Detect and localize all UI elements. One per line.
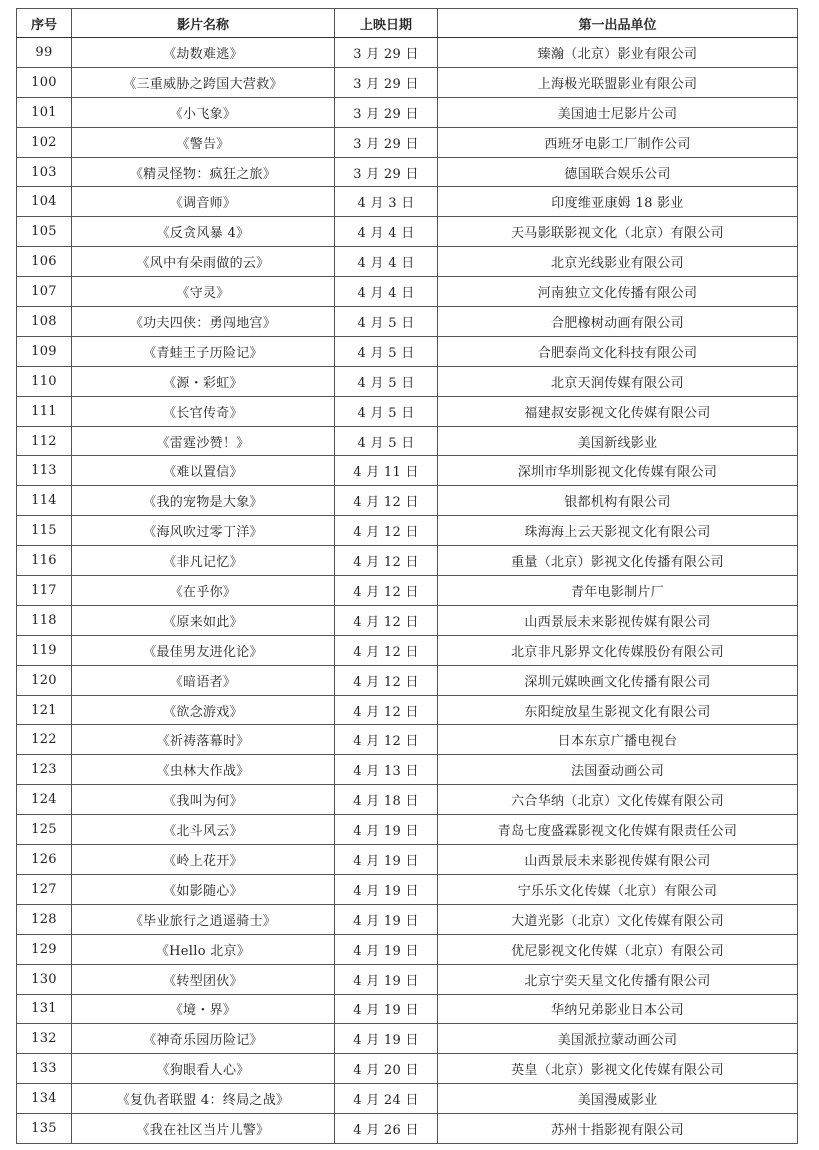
cell-producer: 深圳元媒映画文化传播有限公司 xyxy=(438,665,798,695)
table-row xyxy=(17,426,798,456)
table-row xyxy=(17,635,798,665)
table-row xyxy=(17,576,798,606)
cell-index: 101 xyxy=(17,97,72,127)
header-film-title: 影片名称 xyxy=(72,9,335,38)
cell-film-title: 《境・界》 xyxy=(72,994,335,1024)
table-row xyxy=(17,217,798,247)
cell-index: 121 xyxy=(17,695,72,725)
cell-film-title: 《毕业旅行之逍遥骑士》 xyxy=(72,904,335,934)
cell-release-date: 4 月 24 日 xyxy=(335,1084,438,1114)
cell-release-date: 4 月 19 日 xyxy=(335,904,438,934)
table-row xyxy=(17,904,798,934)
cell-index: 104 xyxy=(17,187,72,217)
cell-producer: 美国新线影业 xyxy=(438,426,798,456)
cell-producer: 德国联合娱乐公司 xyxy=(438,157,798,187)
cell-film-title: 《精灵怪物：疯狂之旅》 xyxy=(72,157,335,187)
table-row xyxy=(17,934,798,964)
cell-film-title: 《我的宠物是大象》 xyxy=(72,486,335,516)
cell-film-title: 《神奇乐园历险记》 xyxy=(72,1024,335,1054)
cell-index: 125 xyxy=(17,815,72,845)
cell-index: 103 xyxy=(17,157,72,187)
cell-index: 124 xyxy=(17,785,72,815)
cell-producer: 北京宁奕天星文化传播有限公司 xyxy=(438,964,798,994)
cell-producer: 西班牙电影工厂制作公司 xyxy=(438,127,798,157)
cell-film-title: 《原来如此》 xyxy=(72,605,335,635)
cell-release-date: 4 月 20 日 xyxy=(335,1054,438,1084)
cell-producer: 日本东京广播电视台 xyxy=(438,725,798,755)
cell-producer: 法国蚕动画公司 xyxy=(438,755,798,785)
cell-release-date: 4 月 12 日 xyxy=(335,725,438,755)
cell-release-date: 4 月 4 日 xyxy=(335,217,438,247)
cell-release-date: 4 月 12 日 xyxy=(335,546,438,576)
table-row xyxy=(17,456,798,486)
table-row xyxy=(17,815,798,845)
cell-index: 108 xyxy=(17,307,72,337)
cell-producer: 大道光影（北京）文化传媒有限公司 xyxy=(438,904,798,934)
cell-release-date: 4 月 5 日 xyxy=(335,426,438,456)
cell-release-date: 4 月 12 日 xyxy=(335,695,438,725)
cell-film-title: 《我在社区当片儿警》 xyxy=(72,1114,335,1144)
header-index: 序号 xyxy=(17,9,72,38)
cell-producer: 优尼影视文化传媒（北京）有限公司 xyxy=(438,934,798,964)
cell-index: 130 xyxy=(17,964,72,994)
document-page xyxy=(16,8,797,1144)
cell-film-title: 《调音师》 xyxy=(72,187,335,217)
cell-film-title: 《如影随心》 xyxy=(72,874,335,904)
cell-film-title: 《我叫为何》 xyxy=(72,785,335,815)
cell-index: 105 xyxy=(17,217,72,247)
cell-release-date: 4 月 5 日 xyxy=(335,307,438,337)
cell-release-date: 4 月 19 日 xyxy=(335,845,438,875)
cell-index: 116 xyxy=(17,546,72,576)
table-row xyxy=(17,157,798,187)
cell-index: 107 xyxy=(17,277,72,307)
table-row xyxy=(17,725,798,755)
cell-index: 118 xyxy=(17,605,72,635)
cell-producer: 宁乐乐文化传媒（北京）有限公司 xyxy=(438,874,798,904)
cell-producer: 北京非凡影界文化传媒股份有限公司 xyxy=(438,635,798,665)
cell-index: 113 xyxy=(17,456,72,486)
cell-index: 111 xyxy=(17,396,72,426)
table-row xyxy=(17,67,798,97)
cell-film-title: 《功夫四侠：勇闯地宫》 xyxy=(72,307,335,337)
cell-film-title: 《难以置信》 xyxy=(72,456,335,486)
cell-index: 109 xyxy=(17,336,72,366)
cell-release-date: 4 月 26 日 xyxy=(335,1114,438,1144)
cell-index: 99 xyxy=(17,38,72,68)
cell-producer: 华纳兄弟影业日本公司 xyxy=(438,994,798,1024)
cell-producer: 福建叔安影视文化传媒有限公司 xyxy=(438,396,798,426)
cell-index: 102 xyxy=(17,127,72,157)
cell-release-date: 3 月 29 日 xyxy=(335,157,438,187)
cell-film-title: 《暗语者》 xyxy=(72,665,335,695)
cell-index: 115 xyxy=(17,516,72,546)
table-row xyxy=(17,307,798,337)
cell-film-title: 《守灵》 xyxy=(72,277,335,307)
cell-film-title: 《警告》 xyxy=(72,127,335,157)
cell-film-title: 《小飞象》 xyxy=(72,97,335,127)
cell-release-date: 4 月 12 日 xyxy=(335,605,438,635)
table-row xyxy=(17,1084,798,1114)
cell-release-date: 4 月 19 日 xyxy=(335,994,438,1024)
cell-release-date: 4 月 12 日 xyxy=(335,486,438,516)
header-release-date: 上映日期 xyxy=(335,9,438,38)
table-header xyxy=(17,9,798,38)
cell-release-date: 4 月 19 日 xyxy=(335,1024,438,1054)
cell-release-date: 4 月 12 日 xyxy=(335,516,438,546)
cell-index: 127 xyxy=(17,874,72,904)
cell-producer: 北京天润传媒有限公司 xyxy=(438,366,798,396)
cell-index: 132 xyxy=(17,1024,72,1054)
cell-index: 131 xyxy=(17,994,72,1024)
cell-producer: 东阳绽放星生影视文化有限公司 xyxy=(438,695,798,725)
cell-producer: 天马影联影视文化（北京）有限公司 xyxy=(438,217,798,247)
cell-film-title: 《北斗风云》 xyxy=(72,815,335,845)
table-row xyxy=(17,396,798,426)
cell-producer: 银都机构有限公司 xyxy=(438,486,798,516)
cell-producer: 重量（北京）影视文化传播有限公司 xyxy=(438,546,798,576)
cell-producer: 合肥橡树动画有限公司 xyxy=(438,307,798,337)
table-row xyxy=(17,486,798,516)
table-row xyxy=(17,97,798,127)
cell-film-title: 《风中有朵雨做的云》 xyxy=(72,247,335,277)
cell-film-title: 《海风吹过零丁洋》 xyxy=(72,516,335,546)
cell-film-title: 《三重威胁之跨国大营救》 xyxy=(72,67,335,97)
cell-release-date: 4 月 12 日 xyxy=(335,635,438,665)
cell-producer: 青年电影制片厂 xyxy=(438,576,798,606)
cell-film-title: 《狗眼看人心》 xyxy=(72,1054,335,1084)
cell-release-date: 3 月 29 日 xyxy=(335,127,438,157)
cell-producer: 臻瀚（北京）影业有限公司 xyxy=(438,38,798,68)
cell-producer: 美国漫威影业 xyxy=(438,1084,798,1114)
cell-index: 122 xyxy=(17,725,72,755)
cell-release-date: 4 月 19 日 xyxy=(335,964,438,994)
table-row xyxy=(17,605,798,635)
table-row xyxy=(17,665,798,695)
cell-producer: 珠海海上云天影视文化有限公司 xyxy=(438,516,798,546)
cell-producer: 英皇（北京）影视文化传媒有限公司 xyxy=(438,1054,798,1084)
cell-release-date: 4 月 5 日 xyxy=(335,336,438,366)
cell-film-title: 《欲念游戏》 xyxy=(72,695,335,725)
cell-film-title: 《青蛙王子历险记》 xyxy=(72,336,335,366)
cell-film-title: 《转型团伙》 xyxy=(72,964,335,994)
table-row xyxy=(17,38,798,68)
cell-index: 114 xyxy=(17,486,72,516)
cell-film-title: 《劫数难逃》 xyxy=(72,38,335,68)
cell-release-date: 4 月 4 日 xyxy=(335,277,438,307)
cell-film-title: 《反贪风暴 4》 xyxy=(72,217,335,247)
cell-producer: 上海极光联盟影业有限公司 xyxy=(438,67,798,97)
cell-index: 126 xyxy=(17,845,72,875)
cell-producer: 深圳市华圳影视文化传媒有限公司 xyxy=(438,456,798,486)
cell-release-date: 4 月 5 日 xyxy=(335,396,438,426)
table-row xyxy=(17,366,798,396)
table-row xyxy=(17,964,798,994)
cell-index: 106 xyxy=(17,247,72,277)
table-row xyxy=(17,187,798,217)
cell-index: 112 xyxy=(17,426,72,456)
cell-producer: 山西景辰未来影视传媒有限公司 xyxy=(438,845,798,875)
cell-release-date: 3 月 29 日 xyxy=(335,67,438,97)
cell-index: 119 xyxy=(17,635,72,665)
cell-release-date: 4 月 11 日 xyxy=(335,456,438,486)
table-row xyxy=(17,516,798,546)
cell-release-date: 4 月 19 日 xyxy=(335,874,438,904)
cell-release-date: 4 月 19 日 xyxy=(335,934,438,964)
table-row xyxy=(17,785,798,815)
cell-release-date: 4 月 13 日 xyxy=(335,755,438,785)
cell-index: 133 xyxy=(17,1054,72,1084)
cell-film-title: 《源・彩虹》 xyxy=(72,366,335,396)
cell-release-date: 4 月 3 日 xyxy=(335,187,438,217)
cell-film-title: 《非凡记忆》 xyxy=(72,546,335,576)
cell-index: 134 xyxy=(17,1084,72,1114)
cell-release-date: 4 月 18 日 xyxy=(335,785,438,815)
cell-release-date: 3 月 29 日 xyxy=(335,97,438,127)
cell-film-title: 《岭上花开》 xyxy=(72,845,335,875)
table-row xyxy=(17,695,798,725)
cell-release-date: 3 月 29 日 xyxy=(335,38,438,68)
cell-producer: 印度维亚康姆 18 影业 xyxy=(438,187,798,217)
cell-index: 129 xyxy=(17,934,72,964)
table-row xyxy=(17,127,798,157)
table-row xyxy=(17,755,798,785)
cell-film-title: 《在乎你》 xyxy=(72,576,335,606)
cell-release-date: 4 月 5 日 xyxy=(335,366,438,396)
cell-film-title: 《复仇者联盟 4：终局之战》 xyxy=(72,1084,335,1114)
cell-producer: 合肥泰尚文化科技有限公司 xyxy=(438,336,798,366)
cell-producer: 六合华纳（北京）文化传媒有限公司 xyxy=(438,785,798,815)
cell-index: 117 xyxy=(17,576,72,606)
cell-index: 123 xyxy=(17,755,72,785)
cell-producer: 山西景辰未来影视传媒有限公司 xyxy=(438,605,798,635)
cell-film-title: 《Hello 北京》 xyxy=(72,934,335,964)
cell-index: 120 xyxy=(17,665,72,695)
cell-release-date: 4 月 19 日 xyxy=(335,815,438,845)
cell-producer: 苏州十指影视有限公司 xyxy=(438,1114,798,1144)
cell-film-title: 《虫林大作战》 xyxy=(72,755,335,785)
cell-producer: 美国派拉蒙动画公司 xyxy=(438,1024,798,1054)
table-row xyxy=(17,1024,798,1054)
table-row xyxy=(17,1114,798,1144)
cell-producer: 北京光线影业有限公司 xyxy=(438,247,798,277)
header-row xyxy=(17,9,798,38)
cell-producer: 河南独立文化传播有限公司 xyxy=(438,277,798,307)
table-row xyxy=(17,994,798,1024)
cell-producer: 青岛七度盛霖影视文化传媒有限责任公司 xyxy=(438,815,798,845)
cell-film-title: 《长官传奇》 xyxy=(72,396,335,426)
cell-film-title: 《雷霆沙赞！》 xyxy=(72,426,335,456)
cell-index: 128 xyxy=(17,904,72,934)
table-row xyxy=(17,277,798,307)
cell-film-title: 《祈祷落幕时》 xyxy=(72,725,335,755)
header-producer: 第一出品单位 xyxy=(438,9,798,38)
cell-release-date: 4 月 12 日 xyxy=(335,665,438,695)
cell-film-title: 《最佳男友进化论》 xyxy=(72,635,335,665)
table-row xyxy=(17,874,798,904)
table-row xyxy=(17,1054,798,1084)
cell-producer: 美国迪士尼影片公司 xyxy=(438,97,798,127)
cell-index: 135 xyxy=(17,1114,72,1144)
table-body xyxy=(17,38,798,1144)
table-row xyxy=(17,845,798,875)
table-row xyxy=(17,336,798,366)
cell-release-date: 4 月 12 日 xyxy=(335,576,438,606)
cell-index: 110 xyxy=(17,366,72,396)
cell-index: 100 xyxy=(17,67,72,97)
cell-release-date: 4 月 4 日 xyxy=(335,247,438,277)
film-release-table xyxy=(16,8,798,1144)
table-row xyxy=(17,247,798,277)
table-row xyxy=(17,546,798,576)
